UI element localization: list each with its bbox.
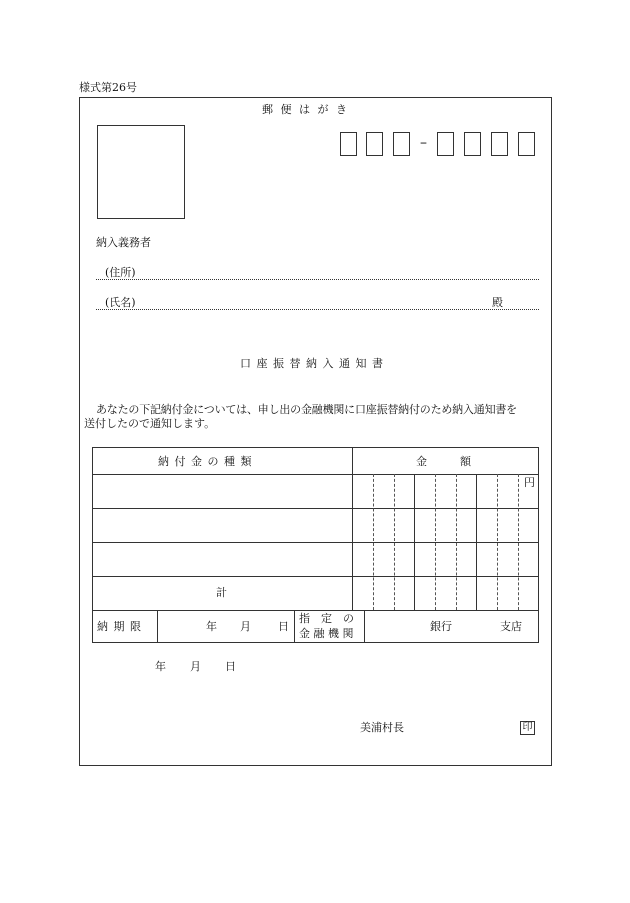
address-label: (住所) (105, 266, 136, 279)
table-column-line (352, 447, 353, 610)
institution-label-line1: 指 定 の (299, 612, 354, 625)
issue-date-month: 月 (190, 660, 201, 673)
honorific: 殿 (492, 296, 503, 309)
zip-box-2 (366, 132, 383, 156)
deadline-column-line (364, 610, 365, 643)
deadline-year: 年 (206, 620, 217, 633)
table-row-line (92, 508, 539, 509)
stamp-box (97, 125, 185, 219)
total-label: 計 (216, 586, 227, 599)
address-line (96, 279, 539, 280)
amount-digit-line (497, 474, 498, 610)
zip-box-5 (464, 132, 481, 156)
type-header: 納 付 金 の 種 類 (158, 455, 253, 468)
zip-separator: – (420, 135, 427, 151)
name-line (96, 309, 539, 310)
body-text-line2: 送付したので通知します。 (84, 417, 216, 430)
zip-box-6 (491, 132, 508, 156)
zip-box-7 (518, 132, 535, 156)
amount-digit-line (435, 474, 436, 610)
notice-title: 口 座 振 替 納 入 通 知 書 (240, 357, 384, 370)
branch-label: 支店 (500, 620, 522, 633)
table-row-line (92, 542, 539, 543)
amount-digit-line (456, 474, 457, 610)
zip-box-4 (437, 132, 454, 156)
payer-label: 納入義務者 (96, 236, 151, 249)
amount-group-line (476, 474, 477, 610)
amount-digit-line (394, 474, 395, 610)
yen-unit: 円 (524, 476, 535, 489)
form-number: 様式第26号 (79, 81, 137, 94)
seal-mark: 印 (520, 721, 535, 735)
deadline-day: 日 (278, 620, 289, 633)
table-row-line (92, 474, 539, 475)
body-text-line1: あなたの下記納付金については、申し出の金融機関に口座振替納付のため納入通知書を (96, 403, 517, 416)
issue-date-day: 日 (225, 660, 236, 673)
amount-digit-line (373, 474, 374, 610)
amount-group-line (414, 474, 415, 610)
issuer-name: 美浦村長 (360, 721, 404, 734)
table-row-line (92, 610, 539, 611)
amount-digit-line (518, 474, 519, 610)
bank-label: 銀行 (430, 620, 452, 633)
issue-date-year: 年 (155, 660, 166, 673)
deadline-month: 月 (240, 620, 251, 633)
table-row-line (92, 576, 539, 577)
deadline-column-line (294, 610, 295, 643)
zip-box-3 (393, 132, 410, 156)
amount-header: 金 額 (416, 455, 471, 468)
institution-label-line2: 金 融 機 関 (299, 627, 354, 640)
name-label: (氏名) (105, 296, 136, 309)
zip-box-1 (340, 132, 357, 156)
deadline-column-line (157, 610, 158, 643)
deadline-label: 納 期 限 (97, 620, 142, 633)
postcard-title: 郵 便 は が き (262, 103, 349, 116)
